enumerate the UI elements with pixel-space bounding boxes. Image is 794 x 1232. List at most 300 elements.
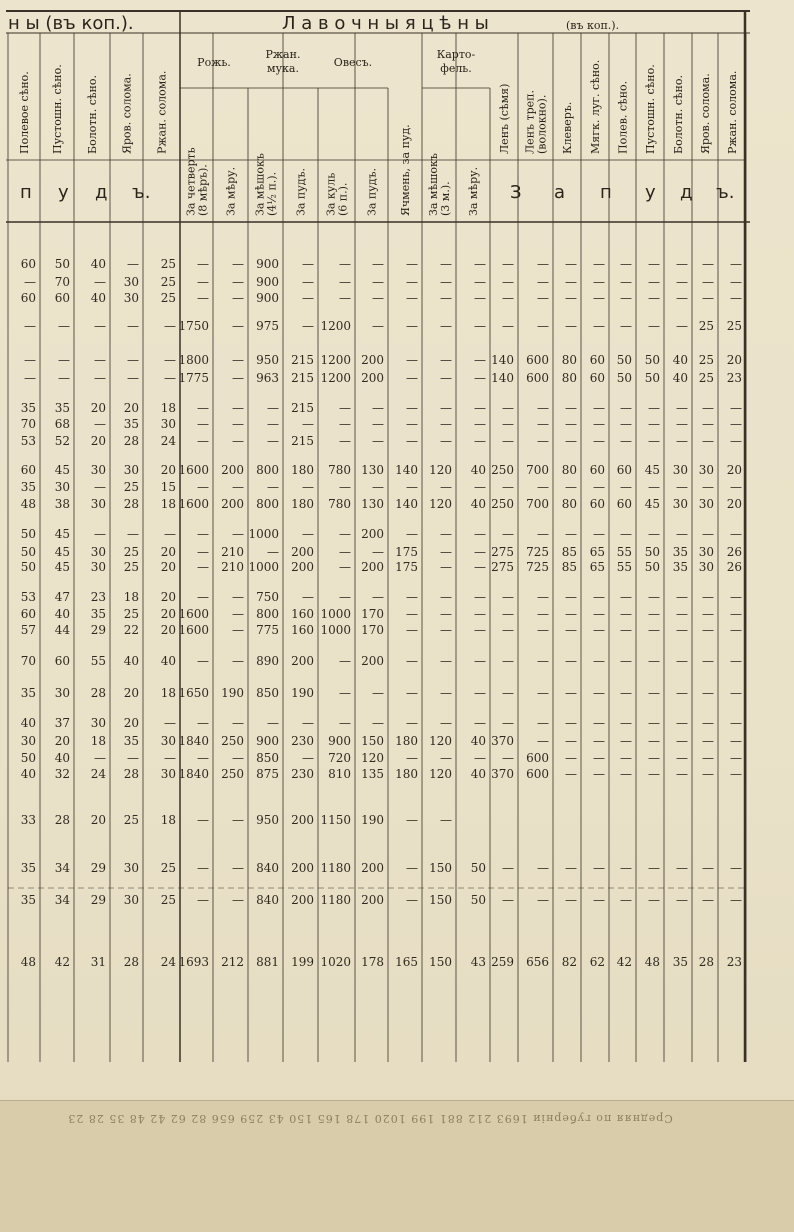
table-cell: 32 <box>54 767 70 781</box>
column-label-13: (3 м.). <box>439 181 452 216</box>
table-cell: — <box>94 319 106 333</box>
table-cell: 50 <box>20 545 36 559</box>
table-cell: 30 <box>672 463 688 477</box>
table-cell: — <box>593 734 605 748</box>
column-label-16: Ленъ треп. <box>523 90 537 154</box>
table-cell: 20 <box>726 463 742 477</box>
table-cell: 29 <box>90 893 106 907</box>
table-cell: — <box>197 751 209 765</box>
table-cell: 23 <box>726 955 742 969</box>
table-cell: 25 <box>698 353 714 367</box>
table-cell: 1600 <box>178 463 209 477</box>
table-cell: — <box>648 291 660 305</box>
group-label: фель. <box>440 62 472 75</box>
table-cell: 33 <box>20 813 36 827</box>
table-cell: 178 <box>361 955 384 969</box>
table-cell: — <box>372 291 384 305</box>
table-cell: — <box>565 893 577 907</box>
table-cell: 40 <box>54 607 70 621</box>
table-cell: — <box>474 480 486 494</box>
table-cell: — <box>372 275 384 289</box>
table-cell: — <box>58 319 70 333</box>
table-cell: 975 <box>256 319 279 333</box>
table-cell: 150 <box>429 893 452 907</box>
table-cell: 1180 <box>320 893 351 907</box>
table-cell: 45 <box>644 497 660 511</box>
table-cell: — <box>593 654 605 668</box>
table-cell: 120 <box>429 497 452 511</box>
table-cell: 950 <box>256 353 279 367</box>
table-cell: 1000 <box>248 560 279 574</box>
table-cell: 200 <box>291 893 314 907</box>
table-cell: — <box>474 607 486 621</box>
table-cell: — <box>730 401 742 415</box>
table-cell: 25 <box>698 371 714 385</box>
table-cell: — <box>702 590 714 604</box>
group-label: Ржан. <box>265 48 301 61</box>
table-cell: — <box>302 257 314 271</box>
table-cell: 28 <box>698 955 714 969</box>
table-cell: 1180 <box>320 861 351 875</box>
table-cell: — <box>502 861 514 875</box>
table-cell: — <box>593 607 605 621</box>
table-cell: — <box>620 686 632 700</box>
table-cell: — <box>537 257 549 271</box>
unit-letter-right: З <box>510 182 522 203</box>
table-cell: — <box>440 716 452 730</box>
table-cell: — <box>676 893 688 907</box>
table-cell: — <box>620 607 632 621</box>
table-cell: — <box>502 480 514 494</box>
table-cell: 30 <box>698 545 714 559</box>
table-cell: — <box>537 401 549 415</box>
table-cell: 20 <box>160 545 176 559</box>
table-cell: — <box>232 401 244 415</box>
table-cell: — <box>24 319 36 333</box>
table-cell: 35 <box>20 861 36 875</box>
table-cell: — <box>440 545 452 559</box>
table-cell: — <box>197 861 209 875</box>
table-cell: 55 <box>616 545 632 559</box>
unit-letter-left: д <box>95 182 108 203</box>
table-cell: — <box>620 734 632 748</box>
table-cell: 135 <box>361 767 384 781</box>
table-cell: — <box>730 734 742 748</box>
table-cell: — <box>620 480 632 494</box>
table-cell: — <box>502 257 514 271</box>
table-cell: 30 <box>90 463 106 477</box>
table-cell: — <box>474 275 486 289</box>
table-cell: — <box>648 767 660 781</box>
table-cell: — <box>127 257 139 271</box>
table-cell: 25 <box>123 480 139 494</box>
table-cell: — <box>537 417 549 431</box>
table-cell: 18 <box>123 590 139 604</box>
table-cell: — <box>474 527 486 541</box>
table-cell: — <box>502 319 514 333</box>
table-cell: — <box>730 275 742 289</box>
table-cell: 31 <box>90 955 106 969</box>
table-cell: — <box>537 590 549 604</box>
table-cell: — <box>702 291 714 305</box>
table-cell: — <box>474 319 486 333</box>
table-cell: 890 <box>256 654 279 668</box>
table-cell: — <box>232 417 244 431</box>
table-cell: — <box>339 257 351 271</box>
table-cell: 80 <box>561 371 577 385</box>
table-cell: 29 <box>90 623 106 637</box>
table-cell: 215 <box>291 434 314 448</box>
table-cell: 1000 <box>320 607 351 621</box>
table-cell: — <box>406 686 418 700</box>
table-cell: 20 <box>160 607 176 621</box>
table-cell: — <box>648 716 660 730</box>
table-cell: — <box>406 751 418 765</box>
table-cell: 50 <box>644 353 660 367</box>
table-cell: — <box>127 371 139 385</box>
table-cell: 60 <box>589 497 605 511</box>
table-cell: — <box>537 654 549 668</box>
table-cell: 70 <box>20 417 36 431</box>
table-cell: — <box>502 623 514 637</box>
table-cell: — <box>440 291 452 305</box>
table-cell: 62 <box>589 955 605 969</box>
table-cell: 30 <box>698 497 714 511</box>
table-cell: — <box>440 751 452 765</box>
table-cell: — <box>702 401 714 415</box>
table-cell: 130 <box>361 497 384 511</box>
table-cell: — <box>232 861 244 875</box>
table-cell: 40 <box>123 654 139 668</box>
table-cell: — <box>339 545 351 559</box>
table-cell: — <box>537 686 549 700</box>
table-cell: — <box>730 417 742 431</box>
table-cell: — <box>267 417 279 431</box>
table-cell: — <box>440 353 452 367</box>
table-cell: — <box>593 716 605 730</box>
table-cell: 210 <box>221 560 244 574</box>
table-cell: — <box>648 861 660 875</box>
table-cell: 30 <box>698 560 714 574</box>
table-cell: 30 <box>123 893 139 907</box>
table-cell: 28 <box>123 767 139 781</box>
table-cell: 28 <box>123 955 139 969</box>
table-cell: — <box>702 527 714 541</box>
table-cell: — <box>440 607 452 621</box>
table-cell: 20 <box>123 401 139 415</box>
table-cell: — <box>702 861 714 875</box>
table-cell: 175 <box>395 560 418 574</box>
table-cell: — <box>197 434 209 448</box>
table-cell: — <box>537 734 549 748</box>
table-cell: 20 <box>123 716 139 730</box>
table-cell: 40 <box>672 353 688 367</box>
table-cell: 180 <box>395 734 418 748</box>
table-cell: 80 <box>561 497 577 511</box>
table-cell: 160 <box>291 607 314 621</box>
table-cell: — <box>197 291 209 305</box>
table-cell: — <box>593 767 605 781</box>
unit-letter-left: п <box>20 182 32 203</box>
table-cell: 40 <box>90 257 106 271</box>
table-cell: 34 <box>54 893 70 907</box>
table-cell: — <box>440 257 452 271</box>
table-cell: 50 <box>470 893 486 907</box>
table-cell: 20 <box>160 590 176 604</box>
table-cell: 120 <box>429 767 452 781</box>
table-cell: — <box>164 319 176 333</box>
table-cell: 30 <box>160 417 176 431</box>
table-cell: — <box>593 291 605 305</box>
table-cell: — <box>730 686 742 700</box>
table-cell: 840 <box>256 861 279 875</box>
table-cell: 60 <box>20 607 36 621</box>
group-label: мука. <box>267 62 299 75</box>
table-cell: 23 <box>90 590 106 604</box>
column-label-4: Яров. солома. <box>120 73 134 154</box>
table-cell: — <box>730 893 742 907</box>
table-cell: 35 <box>123 734 139 748</box>
table-cell: 60 <box>20 291 36 305</box>
table-cell: 60 <box>589 463 605 477</box>
table-cell: — <box>565 527 577 541</box>
table-cell: — <box>676 734 688 748</box>
table-cell: 30 <box>90 716 106 730</box>
table-cell: — <box>267 401 279 415</box>
table-cell: 25 <box>123 560 139 574</box>
table-cell: 48 <box>20 497 36 511</box>
column-label-9: За пудъ. <box>294 168 308 216</box>
table-cell: — <box>702 893 714 907</box>
table-cell: — <box>620 590 632 604</box>
table-cell: 190 <box>221 686 244 700</box>
header-left-title: н ы (въ коп.). <box>8 13 134 34</box>
table-cell: — <box>702 607 714 621</box>
table-cell: — <box>474 560 486 574</box>
table-cell: — <box>232 590 244 604</box>
table-cell: 28 <box>90 686 106 700</box>
table-cell: 50 <box>644 371 660 385</box>
table-cell: 82 <box>561 955 577 969</box>
table-cell: 20 <box>90 401 106 415</box>
table-cell: — <box>197 257 209 271</box>
table-cell: 1750 <box>178 319 209 333</box>
table-cell: 60 <box>54 291 70 305</box>
table-cell: — <box>676 590 688 604</box>
table-cell: 810 <box>328 767 351 781</box>
table-cell: 35 <box>20 893 36 907</box>
table-cell: — <box>537 291 549 305</box>
table-cell: 950 <box>256 813 279 827</box>
table-cell: — <box>565 590 577 604</box>
table-cell: — <box>24 275 36 289</box>
table-cell: — <box>440 371 452 385</box>
table-cell: — <box>702 767 714 781</box>
table-cell: — <box>593 257 605 271</box>
table-cell: — <box>267 434 279 448</box>
table-cell: — <box>406 417 418 431</box>
table-cell: — <box>676 527 688 541</box>
table-cell: — <box>94 371 106 385</box>
table-cell: 30 <box>90 497 106 511</box>
table-cell: 40 <box>20 716 36 730</box>
table-cell: — <box>730 767 742 781</box>
table-cell: 1200 <box>320 353 351 367</box>
table-cell: 26 <box>726 560 742 574</box>
table-cell: — <box>593 480 605 494</box>
table-cell: 170 <box>361 623 384 637</box>
table-cell: 200 <box>361 893 384 907</box>
table-cell: — <box>537 861 549 875</box>
table-cell: 30 <box>160 734 176 748</box>
table-cell: — <box>372 417 384 431</box>
table-cell: 900 <box>256 257 279 271</box>
table-cell: — <box>648 893 660 907</box>
table-cell: — <box>440 560 452 574</box>
table-cell: 30 <box>123 291 139 305</box>
table-cell: — <box>702 434 714 448</box>
column-label-22: Яров. солома. <box>699 73 712 154</box>
table-cell: 52 <box>54 434 70 448</box>
table-cell: — <box>94 417 106 431</box>
table-cell: 25 <box>698 319 714 333</box>
table-cell: 725 <box>526 545 549 559</box>
table-cell: 42 <box>54 955 70 969</box>
table-cell: 30 <box>672 497 688 511</box>
table-cell: — <box>197 716 209 730</box>
column-label-8: (4½ п.). <box>265 171 279 216</box>
table-cell: — <box>339 417 351 431</box>
table-cell: — <box>565 480 577 494</box>
table-cell: 25 <box>160 861 176 875</box>
table-cell: 55 <box>90 654 106 668</box>
table-cell: — <box>164 371 176 385</box>
table-cell: 15 <box>160 480 176 494</box>
table-cell: 20 <box>123 686 139 700</box>
table-cell: 20 <box>90 813 106 827</box>
table-cell: 30 <box>90 545 106 559</box>
table-cell: 35 <box>672 545 688 559</box>
table-cell: — <box>372 545 384 559</box>
table-cell: — <box>474 371 486 385</box>
table-cell: 57 <box>20 623 36 637</box>
table-cell: — <box>676 257 688 271</box>
unit-letter-right: а <box>554 182 566 203</box>
table-cell: 800 <box>256 607 279 621</box>
table-cell: 18 <box>160 813 176 827</box>
table-cell: — <box>197 590 209 604</box>
table-cell: 30 <box>123 275 139 289</box>
table-cell: — <box>406 716 418 730</box>
bottom-strip-text: Средняя по губерніи 1693 212 881 199 1020 178 165 150 43 259 656 82 62 42 48 35 28 23 <box>67 1112 673 1125</box>
table-cell: — <box>232 607 244 621</box>
column-label-12: Ячмень, за пуд. <box>399 124 412 216</box>
table-cell: — <box>565 654 577 668</box>
table-cell: 45 <box>54 527 70 541</box>
table-cell: — <box>372 401 384 415</box>
table-cell: — <box>676 686 688 700</box>
table-cell: 20 <box>160 463 176 477</box>
table-cell: — <box>593 590 605 604</box>
table-cell: 140 <box>491 353 514 367</box>
table-cell: — <box>565 716 577 730</box>
column-label-11: За пудъ. <box>365 168 379 216</box>
table-cell: 65 <box>589 545 605 559</box>
table-cell: — <box>339 291 351 305</box>
table-cell: — <box>406 319 418 333</box>
table-cell: 1600 <box>178 607 209 621</box>
table-cell: — <box>232 353 244 367</box>
table-cell: 725 <box>526 560 549 574</box>
table-cell: — <box>676 767 688 781</box>
table-cell: — <box>197 893 209 907</box>
column-label-13: За мѣшокъ <box>427 153 440 216</box>
table-cell: — <box>502 590 514 604</box>
table-cell: — <box>502 434 514 448</box>
table-cell: — <box>339 275 351 289</box>
table-cell: 700 <box>526 463 549 477</box>
table-cell: — <box>593 751 605 765</box>
table-cell: 24 <box>90 767 106 781</box>
table-cell: — <box>406 893 418 907</box>
table-cell: — <box>648 654 660 668</box>
table-cell: — <box>372 716 384 730</box>
table-cell: — <box>620 527 632 541</box>
table-cell: 250 <box>221 767 244 781</box>
table-cell: — <box>702 257 714 271</box>
table-cell: 140 <box>491 371 514 385</box>
table-cell: 45 <box>54 463 70 477</box>
table-cell: — <box>502 607 514 621</box>
table-cell: 1650 <box>178 686 209 700</box>
table-cell: 70 <box>54 275 70 289</box>
table-cell: 53 <box>20 590 36 604</box>
group-label: Карто- <box>436 48 476 61</box>
table-cell: 20 <box>54 734 70 748</box>
table-cell: 150 <box>429 861 452 875</box>
table-cell: — <box>648 607 660 621</box>
table-cell: 200 <box>221 463 244 477</box>
table-cell: — <box>302 751 314 765</box>
table-cell: 50 <box>644 545 660 559</box>
table-cell: 165 <box>395 955 418 969</box>
table-cell: — <box>702 751 714 765</box>
table-cell: — <box>302 480 314 494</box>
table-cell: 180 <box>291 463 314 477</box>
table-cell: 215 <box>291 371 314 385</box>
table-cell: — <box>730 861 742 875</box>
table-cell: — <box>730 623 742 637</box>
table-cell: 200 <box>291 654 314 668</box>
table-cell: — <box>302 417 314 431</box>
table-cell: 60 <box>20 257 36 271</box>
table-cell: — <box>127 319 139 333</box>
table-cell: 200 <box>361 654 384 668</box>
table-cell: 35 <box>20 401 36 415</box>
table-cell: — <box>302 590 314 604</box>
table-cell: — <box>702 654 714 668</box>
table-cell: 210 <box>221 545 244 559</box>
table-cell: — <box>730 751 742 765</box>
table-cell: 1000 <box>248 527 279 541</box>
table-cell: 38 <box>54 497 70 511</box>
table-cell: — <box>648 401 660 415</box>
table-cell: 25 <box>160 257 176 271</box>
table-cell: 250 <box>491 463 514 477</box>
table-cell: 1200 <box>320 371 351 385</box>
table-cell: — <box>94 751 106 765</box>
table-cell: — <box>730 291 742 305</box>
